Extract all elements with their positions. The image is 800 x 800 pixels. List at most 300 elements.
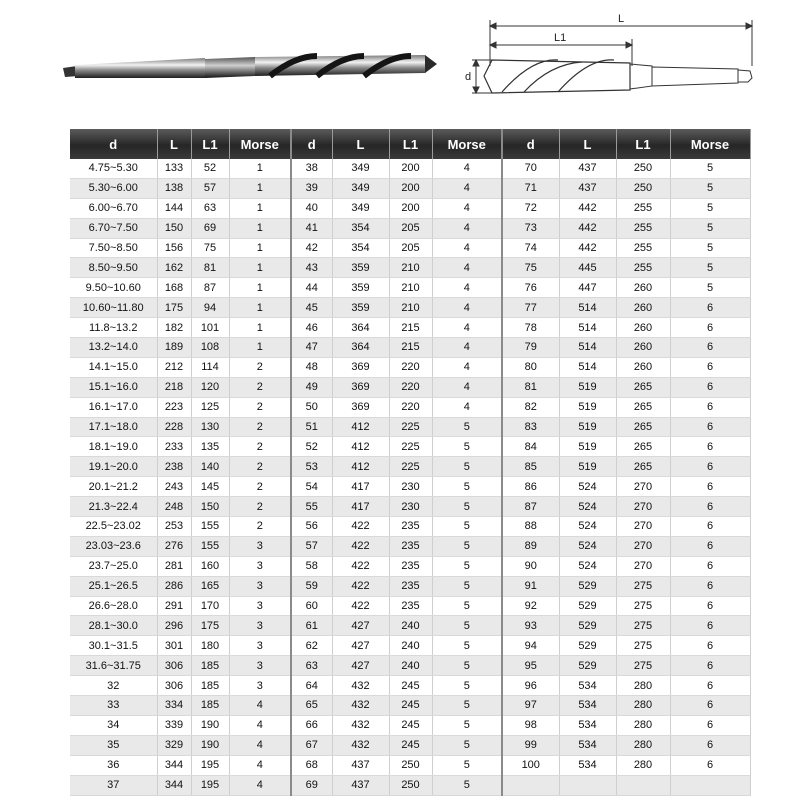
table-cell: 162 bbox=[157, 258, 191, 278]
table-cell: 21.3~22.4 bbox=[70, 497, 157, 517]
table-cell: 6 bbox=[670, 596, 750, 616]
table-cell: 101 bbox=[191, 318, 229, 338]
table-cell: 108 bbox=[191, 338, 229, 358]
table-cell: 10.60~11.80 bbox=[70, 298, 157, 318]
table-cell: 260 bbox=[616, 357, 670, 377]
table-cell: 62 bbox=[291, 636, 332, 656]
table-cell: 442 bbox=[559, 238, 616, 258]
table-row bbox=[70, 556, 750, 576]
table-cell: 240 bbox=[389, 616, 432, 636]
table-row bbox=[70, 735, 750, 755]
table-cell: 6 bbox=[670, 735, 750, 755]
table-cell: 534 bbox=[559, 735, 616, 755]
table-cell: 354 bbox=[332, 238, 389, 258]
table-cell: 514 bbox=[559, 338, 616, 358]
table-cell: 57 bbox=[291, 536, 332, 556]
dim-L-label: L bbox=[618, 13, 625, 25]
table-cell: 5 bbox=[670, 218, 750, 238]
table-cell: 235 bbox=[389, 517, 432, 537]
table-cell: 4 bbox=[229, 715, 291, 735]
table-row bbox=[70, 397, 750, 417]
table-cell: 255 bbox=[616, 198, 670, 218]
table-cell: 445 bbox=[559, 258, 616, 278]
table-cell: 82 bbox=[502, 397, 559, 417]
table-cell: 79 bbox=[502, 338, 559, 358]
table-cell: 253 bbox=[157, 517, 191, 537]
table-cell: 120 bbox=[191, 377, 229, 397]
table-cell: 13.2~14.0 bbox=[70, 338, 157, 358]
table-cell: 5 bbox=[670, 258, 750, 278]
table-cell: 72 bbox=[502, 198, 559, 218]
table-cell: 301 bbox=[157, 636, 191, 656]
column-header: Morse bbox=[229, 129, 291, 159]
table-row bbox=[70, 477, 750, 497]
table-row bbox=[70, 676, 750, 696]
table-cell: 2 bbox=[229, 437, 291, 457]
table-cell: 296 bbox=[157, 616, 191, 636]
table-cell: 260 bbox=[616, 338, 670, 358]
table-cell: 422 bbox=[332, 576, 389, 596]
table-cell: 36 bbox=[70, 755, 157, 775]
table-cell: 369 bbox=[332, 397, 389, 417]
table-cell: 412 bbox=[332, 437, 389, 457]
table-cell: 364 bbox=[332, 338, 389, 358]
table-cell: 4 bbox=[229, 735, 291, 755]
table-cell: 291 bbox=[157, 596, 191, 616]
table-cell: 245 bbox=[389, 735, 432, 755]
table-cell: 437 bbox=[559, 178, 616, 198]
table-cell: 1 bbox=[229, 218, 291, 238]
table-cell: 4 bbox=[432, 318, 502, 338]
table-cell: 529 bbox=[559, 576, 616, 596]
table-cell: 5 bbox=[670, 178, 750, 198]
table-cell: 44 bbox=[291, 278, 332, 298]
column-header: L1 bbox=[389, 129, 432, 159]
table-cell: 359 bbox=[332, 298, 389, 318]
table-cell: 5.30~6.00 bbox=[70, 178, 157, 198]
table-cell: 359 bbox=[332, 278, 389, 298]
table-cell: 306 bbox=[157, 656, 191, 676]
table-cell: 243 bbox=[157, 477, 191, 497]
table-cell: 1 bbox=[229, 338, 291, 358]
table-row bbox=[70, 497, 750, 517]
table-cell: 87 bbox=[191, 278, 229, 298]
table-cell: 220 bbox=[389, 377, 432, 397]
table-cell: 514 bbox=[559, 298, 616, 318]
table-cell: 359 bbox=[332, 258, 389, 278]
table-cell: 23.7~25.0 bbox=[70, 556, 157, 576]
table-cell: 20.1~21.2 bbox=[70, 477, 157, 497]
table-cell: 130 bbox=[191, 417, 229, 437]
table-cell: 45 bbox=[291, 298, 332, 318]
table-cell: 97 bbox=[502, 696, 559, 716]
table-cell: 6 bbox=[670, 357, 750, 377]
table-cell: 42 bbox=[291, 238, 332, 258]
table-cell: 65 bbox=[291, 696, 332, 716]
table-cell: 5 bbox=[670, 198, 750, 218]
table-row bbox=[70, 258, 750, 278]
table-cell: 22.5~23.02 bbox=[70, 517, 157, 537]
table-cell: 140 bbox=[191, 457, 229, 477]
table-cell: 349 bbox=[332, 198, 389, 218]
table-cell: 2 bbox=[229, 497, 291, 517]
table-cell: 245 bbox=[389, 715, 432, 735]
table-cell: 2 bbox=[229, 377, 291, 397]
table-cell: 84 bbox=[502, 437, 559, 457]
table-cell: 412 bbox=[332, 457, 389, 477]
table-cell: 69 bbox=[291, 775, 332, 795]
column-header: L bbox=[332, 129, 389, 159]
table-cell: 99 bbox=[502, 735, 559, 755]
table-cell: 6 bbox=[670, 556, 750, 576]
table-cell: 31.6~31.75 bbox=[70, 656, 157, 676]
table-cell: 6 bbox=[670, 616, 750, 636]
table-cell: 135 bbox=[191, 437, 229, 457]
table-cell: 165 bbox=[191, 576, 229, 596]
table-row bbox=[70, 357, 750, 377]
table-cell: 155 bbox=[191, 517, 229, 537]
table-cell: 4 bbox=[432, 338, 502, 358]
table-cell: 344 bbox=[157, 755, 191, 775]
table-cell: 6 bbox=[670, 676, 750, 696]
table-cell: 514 bbox=[559, 318, 616, 338]
table-cell: 265 bbox=[616, 397, 670, 417]
table-cell: 270 bbox=[616, 556, 670, 576]
table-cell: 6 bbox=[670, 377, 750, 397]
table-cell: 280 bbox=[616, 715, 670, 735]
table-cell: 4 bbox=[229, 775, 291, 795]
table-cell: 93 bbox=[502, 616, 559, 636]
table-cell: 4 bbox=[432, 159, 502, 178]
table-cell: 275 bbox=[616, 616, 670, 636]
table-cell: 334 bbox=[157, 696, 191, 716]
table-cell bbox=[502, 775, 559, 795]
table-cell: 275 bbox=[616, 596, 670, 616]
table-cell: 240 bbox=[389, 656, 432, 676]
table-cell: 5 bbox=[432, 696, 502, 716]
table-cell: 23.03~23.6 bbox=[70, 536, 157, 556]
table-cell: 275 bbox=[616, 656, 670, 676]
table-cell: 1 bbox=[229, 198, 291, 218]
table-cell: 245 bbox=[389, 696, 432, 716]
table-cell: 442 bbox=[559, 218, 616, 238]
table-cell: 205 bbox=[389, 218, 432, 238]
table-cell: 210 bbox=[389, 298, 432, 318]
table-cell: 96 bbox=[502, 676, 559, 696]
table-cell: 1 bbox=[229, 258, 291, 278]
table-row bbox=[70, 517, 750, 537]
table-row bbox=[70, 457, 750, 477]
table-cell: 98 bbox=[502, 715, 559, 735]
table-cell: 210 bbox=[389, 258, 432, 278]
table-cell: 17.1~18.0 bbox=[70, 417, 157, 437]
table-cell: 200 bbox=[389, 159, 432, 178]
table-cell: 250 bbox=[389, 775, 432, 795]
table-cell: 185 bbox=[191, 656, 229, 676]
table-header bbox=[70, 129, 750, 159]
table-row bbox=[70, 437, 750, 457]
drill-dimension-diagram bbox=[462, 8, 762, 108]
table-cell: 26.6~28.0 bbox=[70, 596, 157, 616]
table-cell: 255 bbox=[616, 238, 670, 258]
table-cell: 19.1~20.0 bbox=[70, 457, 157, 477]
table-cell: 235 bbox=[389, 576, 432, 596]
table-cell: 92 bbox=[502, 596, 559, 616]
column-header: d bbox=[70, 129, 157, 159]
table-cell: 255 bbox=[616, 258, 670, 278]
table-cell: 1 bbox=[229, 178, 291, 198]
table-cell: 114 bbox=[191, 357, 229, 377]
table-cell: 1 bbox=[229, 159, 291, 178]
table-cell: 53 bbox=[291, 457, 332, 477]
table-row bbox=[70, 159, 750, 178]
table-cell: 215 bbox=[389, 338, 432, 358]
dim-L1-label: L1 bbox=[554, 32, 567, 44]
table-cell: 233 bbox=[157, 437, 191, 457]
table-cell: 225 bbox=[389, 437, 432, 457]
table-cell: 235 bbox=[389, 536, 432, 556]
table-cell: 6.00~6.70 bbox=[70, 198, 157, 218]
dim-d-label: d bbox=[465, 71, 472, 83]
table-cell: 11.8~13.2 bbox=[70, 318, 157, 338]
table-cell: 432 bbox=[332, 676, 389, 696]
drill-spec-table bbox=[70, 129, 751, 796]
table-cell: 6 bbox=[670, 298, 750, 318]
table-cell: 6 bbox=[670, 477, 750, 497]
table-cell: 73 bbox=[502, 218, 559, 238]
table-row bbox=[70, 198, 750, 218]
table-cell: 195 bbox=[191, 775, 229, 795]
table-cell: 3 bbox=[229, 676, 291, 696]
table-cell: 220 bbox=[389, 357, 432, 377]
table-cell: 281 bbox=[157, 556, 191, 576]
table-cell: 35 bbox=[70, 735, 157, 755]
table-cell: 354 bbox=[332, 218, 389, 238]
table-cell: 52 bbox=[191, 159, 229, 178]
table-cell: 47 bbox=[291, 338, 332, 358]
table-cell: 364 bbox=[332, 318, 389, 338]
table-cell: 138 bbox=[157, 178, 191, 198]
table-cell: 250 bbox=[616, 159, 670, 178]
table-cell: 80 bbox=[502, 357, 559, 377]
table-cell: 5 bbox=[432, 656, 502, 676]
table-cell: 3 bbox=[229, 616, 291, 636]
drill-spec-table-container bbox=[70, 129, 750, 796]
table-cell: 275 bbox=[616, 576, 670, 596]
table-cell: 58 bbox=[291, 556, 332, 576]
table-cell: 32 bbox=[70, 676, 157, 696]
table-cell: 519 bbox=[559, 377, 616, 397]
column-header: L1 bbox=[616, 129, 670, 159]
table-cell: 200 bbox=[389, 198, 432, 218]
table-cell: 5 bbox=[432, 536, 502, 556]
table-cell: 280 bbox=[616, 696, 670, 716]
table-cell: 5 bbox=[432, 775, 502, 795]
table-cell: 182 bbox=[157, 318, 191, 338]
table-cell: 6 bbox=[670, 536, 750, 556]
table-cell: 437 bbox=[332, 775, 389, 795]
table-cell: 519 bbox=[559, 417, 616, 437]
table-cell: 238 bbox=[157, 457, 191, 477]
table-row bbox=[70, 576, 750, 596]
table-cell: 8.50~9.50 bbox=[70, 258, 157, 278]
table-cell: 248 bbox=[157, 497, 191, 517]
table-row bbox=[70, 318, 750, 338]
table-cell: 369 bbox=[332, 377, 389, 397]
table-cell: 437 bbox=[559, 159, 616, 178]
table-cell: 51 bbox=[291, 417, 332, 437]
table-cell: 7.50~8.50 bbox=[70, 238, 157, 258]
table-cell: 265 bbox=[616, 437, 670, 457]
table-cell: 220 bbox=[389, 397, 432, 417]
table-cell: 280 bbox=[616, 676, 670, 696]
table-cell: 91 bbox=[502, 576, 559, 596]
table-cell: 5 bbox=[432, 457, 502, 477]
table-cell: 260 bbox=[616, 278, 670, 298]
table-cell: 6 bbox=[670, 338, 750, 358]
table-cell: 3 bbox=[229, 596, 291, 616]
table-cell: 349 bbox=[332, 159, 389, 178]
table-cell: 70 bbox=[502, 159, 559, 178]
table-cell: 4 bbox=[432, 357, 502, 377]
column-header: L bbox=[559, 129, 616, 159]
table-cell: 306 bbox=[157, 676, 191, 696]
table-cell: 2 bbox=[229, 417, 291, 437]
table-cell: 94 bbox=[502, 636, 559, 656]
table-cell: 225 bbox=[389, 417, 432, 437]
table-cell: 6 bbox=[670, 318, 750, 338]
table-cell: 5 bbox=[432, 676, 502, 696]
table-cell: 4 bbox=[432, 178, 502, 198]
table-cell bbox=[670, 775, 750, 795]
table-cell: 5 bbox=[432, 616, 502, 636]
table-cell: 56 bbox=[291, 517, 332, 537]
table-cell: 5 bbox=[432, 437, 502, 457]
table-cell: 422 bbox=[332, 596, 389, 616]
table-cell: 280 bbox=[616, 755, 670, 775]
table-cell: 519 bbox=[559, 457, 616, 477]
table-cell: 189 bbox=[157, 338, 191, 358]
table-cell: 1 bbox=[229, 278, 291, 298]
table-cell: 255 bbox=[616, 218, 670, 238]
table-cell: 180 bbox=[191, 636, 229, 656]
table-cell: 195 bbox=[191, 755, 229, 775]
table-cell: 4 bbox=[229, 755, 291, 775]
table-cell: 265 bbox=[616, 417, 670, 437]
table-row bbox=[70, 338, 750, 358]
table-cell: 534 bbox=[559, 715, 616, 735]
table-row bbox=[70, 596, 750, 616]
table-cell: 1 bbox=[229, 318, 291, 338]
table-cell: 5 bbox=[432, 417, 502, 437]
table-cell: 190 bbox=[191, 715, 229, 735]
table-row bbox=[70, 178, 750, 198]
table-cell: 270 bbox=[616, 517, 670, 537]
table-cell: 4 bbox=[432, 258, 502, 278]
table-cell: 133 bbox=[157, 159, 191, 178]
table-cell: 5 bbox=[670, 278, 750, 298]
table-cell: 218 bbox=[157, 377, 191, 397]
column-header: d bbox=[291, 129, 332, 159]
table-cell: 2 bbox=[229, 397, 291, 417]
table-cell: 75 bbox=[502, 258, 559, 278]
table-cell: 39 bbox=[291, 178, 332, 198]
table-cell: 59 bbox=[291, 576, 332, 596]
table-cell: 427 bbox=[332, 616, 389, 636]
table-cell: 5 bbox=[670, 238, 750, 258]
table-cell: 3 bbox=[229, 636, 291, 656]
column-header: d bbox=[502, 129, 559, 159]
table-cell: 6 bbox=[670, 755, 750, 775]
table-cell: 88 bbox=[502, 517, 559, 537]
table-cell: 529 bbox=[559, 616, 616, 636]
table-cell: 57 bbox=[191, 178, 229, 198]
table-cell: 329 bbox=[157, 735, 191, 755]
table-cell: 18.1~19.0 bbox=[70, 437, 157, 457]
table-row bbox=[70, 616, 750, 636]
table-cell: 55 bbox=[291, 497, 332, 517]
table-cell: 94 bbox=[191, 298, 229, 318]
table-cell: 4 bbox=[432, 238, 502, 258]
table-cell: 34 bbox=[70, 715, 157, 735]
table-row bbox=[70, 278, 750, 298]
table-cell: 215 bbox=[389, 318, 432, 338]
table-cell: 286 bbox=[157, 576, 191, 596]
table-cell: 30.1~31.5 bbox=[70, 636, 157, 656]
table-cell: 3 bbox=[229, 576, 291, 596]
table-cell: 5 bbox=[670, 159, 750, 178]
table-cell: 16.1~17.0 bbox=[70, 397, 157, 417]
table-cell: 2 bbox=[229, 357, 291, 377]
table-cell: 210 bbox=[389, 278, 432, 298]
table-cell: 67 bbox=[291, 735, 332, 755]
table-cell: 50 bbox=[291, 397, 332, 417]
table-row bbox=[70, 417, 750, 437]
column-header: Morse bbox=[670, 129, 750, 159]
table-row bbox=[70, 755, 750, 775]
table-body bbox=[70, 159, 750, 795]
table-cell: 33 bbox=[70, 696, 157, 716]
table-cell: 344 bbox=[157, 775, 191, 795]
table-cell: 432 bbox=[332, 735, 389, 755]
table-cell: 524 bbox=[559, 477, 616, 497]
table-cell: 250 bbox=[389, 755, 432, 775]
table-cell: 78 bbox=[502, 318, 559, 338]
table-cell: 95 bbox=[502, 656, 559, 676]
table-cell: 275 bbox=[616, 636, 670, 656]
table-cell: 185 bbox=[191, 696, 229, 716]
table-cell: 4 bbox=[432, 218, 502, 238]
column-header: L bbox=[157, 129, 191, 159]
table-cell: 240 bbox=[389, 636, 432, 656]
table-cell: 6 bbox=[670, 457, 750, 477]
table-row bbox=[70, 715, 750, 735]
table-cell: 6 bbox=[670, 656, 750, 676]
table-cell: 155 bbox=[191, 536, 229, 556]
table-cell: 534 bbox=[559, 676, 616, 696]
table-cell: 68 bbox=[291, 755, 332, 775]
table-cell: 432 bbox=[332, 715, 389, 735]
table-cell: 5 bbox=[432, 576, 502, 596]
table-cell: 125 bbox=[191, 397, 229, 417]
table-cell: 14.1~15.0 bbox=[70, 357, 157, 377]
drill-photo bbox=[55, 42, 440, 112]
table-cell bbox=[616, 775, 670, 795]
table-cell: 5 bbox=[432, 517, 502, 537]
table-cell: 75 bbox=[191, 238, 229, 258]
table-cell: 150 bbox=[191, 497, 229, 517]
table-cell: 447 bbox=[559, 278, 616, 298]
